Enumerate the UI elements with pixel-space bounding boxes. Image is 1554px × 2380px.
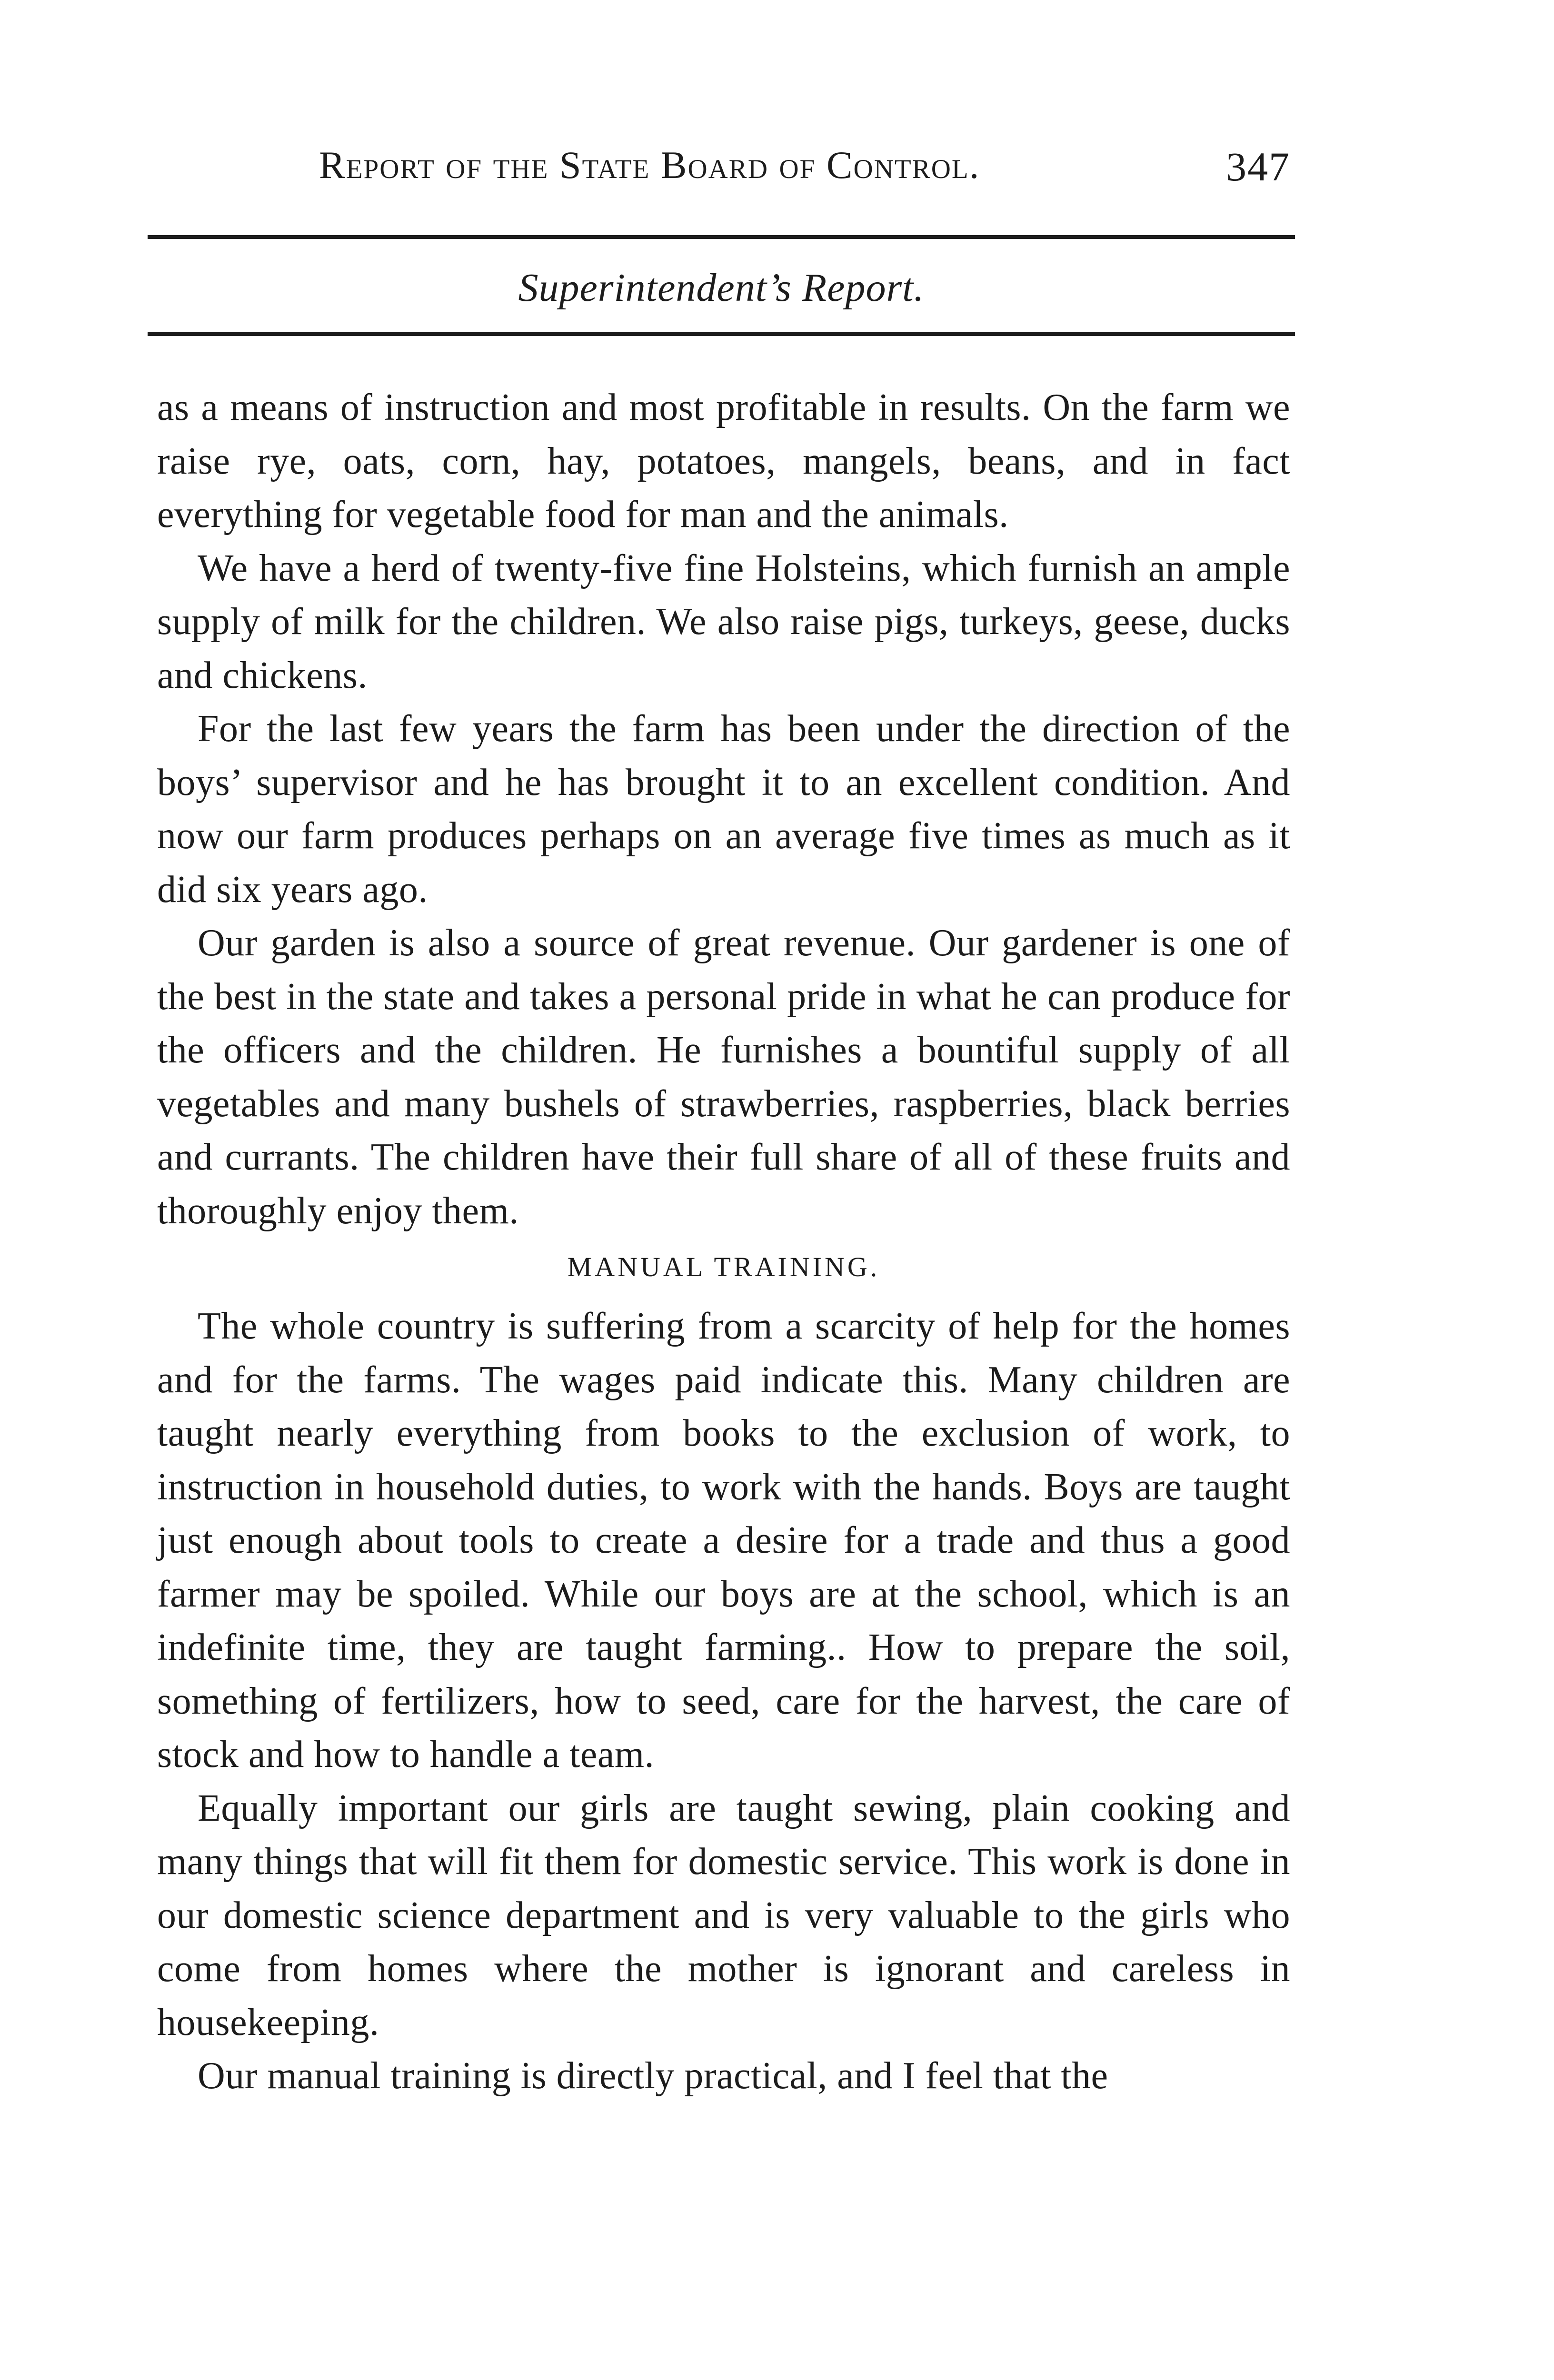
bottom-rule <box>148 332 1295 336</box>
section-heading: MANUAL TRAINING. <box>567 1251 880 1282</box>
paragraph: For the last few years the farm has been under the direction of the boys’ supervisor and he has brought it to an excellent condition. And now our farm produces perhaps on an average five times as much as it did six years ago. <box>157 708 1290 911</box>
section-subtitle: Superintendent’s Report. <box>518 266 925 310</box>
running-head-title: Report of the State Board of Control. <box>319 143 980 187</box>
paragraph: We have a herd of twenty-five fine Holsteins, which furnish an ample supply of milk for the children. We also raise pigs, turkeys, geese, ducks and chickens. <box>157 547 1290 696</box>
paragraph: Our manual training is directly practical, and I feel that the <box>198 2055 1108 2097</box>
paragraph: Equally important our girls are taught sewing, plain cooking and many things that will fit them for domestic service. This work is done in our domestic science department and is very valuable to the girls who come from homes where the mother is ignorant and careless in housekeeping. <box>157 1787 1290 2043</box>
paragraph: Our garden is also a source of great revenue. Our gardener is one of the best in the state and takes a personal pride in what he can produce for the officers and the children. He furnishes a bountiful supply of all vegetables and many bushels of strawberries, raspberries, black berries and currants. The children have their full share of all of these fruits and thoroughly enjoy them. <box>157 922 1290 1232</box>
body-text <box>157 381 1290 2103</box>
running-head <box>157 143 1290 200</box>
top-rule <box>148 235 1295 239</box>
paragraph: The whole country is suffering from a scarcity of help for the homes and for the farms. The wages paid indicate this. Many children are taught nearly everything from books to the exclusion of work, to instruction in household duties, to work with the hands. Boys are taught just enough about tools to create a desire for a trade and thus a good farmer may be spoiled. While our boys are at the school, which is an indefinite time, they are taught farming.. How to prepare the soil, something of fertilizers, how to seed, care for the harvest, the care of stock and how to handle a team. <box>157 1305 1290 1775</box>
paragraph: as a means of instruction and most profitable in results. On the farm we raise rye, oats, corn, hay, potatoes, mangels, beans, and in fact everything for vegetable food for man and the animals. <box>157 387 1290 536</box>
page-number: 347 <box>1226 144 1290 189</box>
